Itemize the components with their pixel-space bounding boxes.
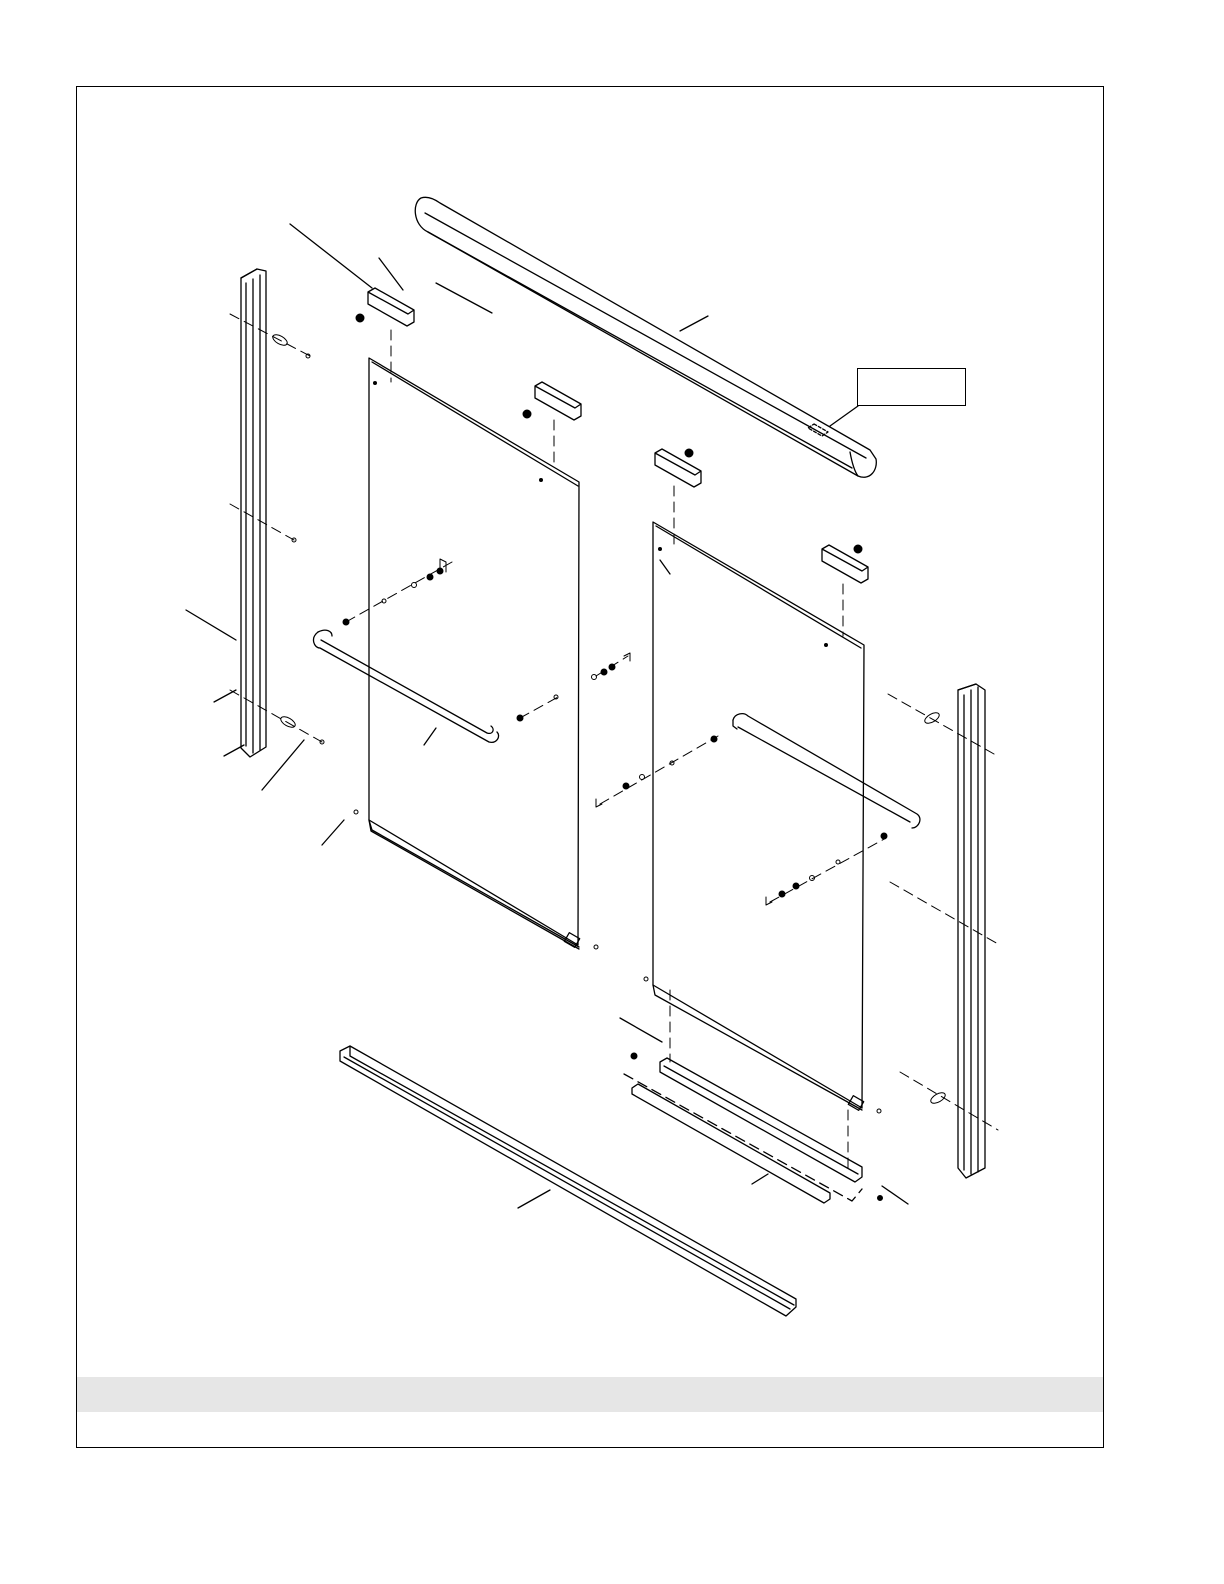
bottom-sill-track (340, 1046, 796, 1316)
left-towel-bar (314, 630, 499, 742)
footer-band (77, 1377, 1103, 1412)
header-track (415, 197, 876, 477)
guide-bracket (655, 449, 701, 487)
right-towel-bar (733, 714, 920, 828)
left-wall-jamb (241, 269, 266, 757)
leader-line (518, 1190, 550, 1208)
leader-line (379, 258, 403, 290)
bottom-guide-channel (624, 1058, 862, 1203)
leader-line (186, 610, 236, 640)
right-glass-panel (653, 522, 864, 1110)
assembly-axis-lines (230, 314, 998, 1172)
right-wall-jamb (958, 684, 985, 1178)
leader-line (680, 316, 708, 331)
leader-line (224, 745, 244, 756)
leader-line (322, 820, 344, 845)
leader-line (262, 740, 304, 790)
left-glass-panel (369, 358, 580, 949)
leader-line (830, 406, 858, 426)
leader-line (620, 1018, 662, 1042)
guide-bracket (535, 382, 581, 420)
leader-line (752, 1174, 768, 1184)
leader-line (882, 1186, 908, 1204)
leader-line (214, 690, 236, 702)
leader-line (290, 224, 372, 288)
guide-bracket (368, 288, 414, 326)
leader-line (424, 728, 436, 745)
leader-line (436, 283, 492, 313)
leader-line (660, 560, 670, 574)
